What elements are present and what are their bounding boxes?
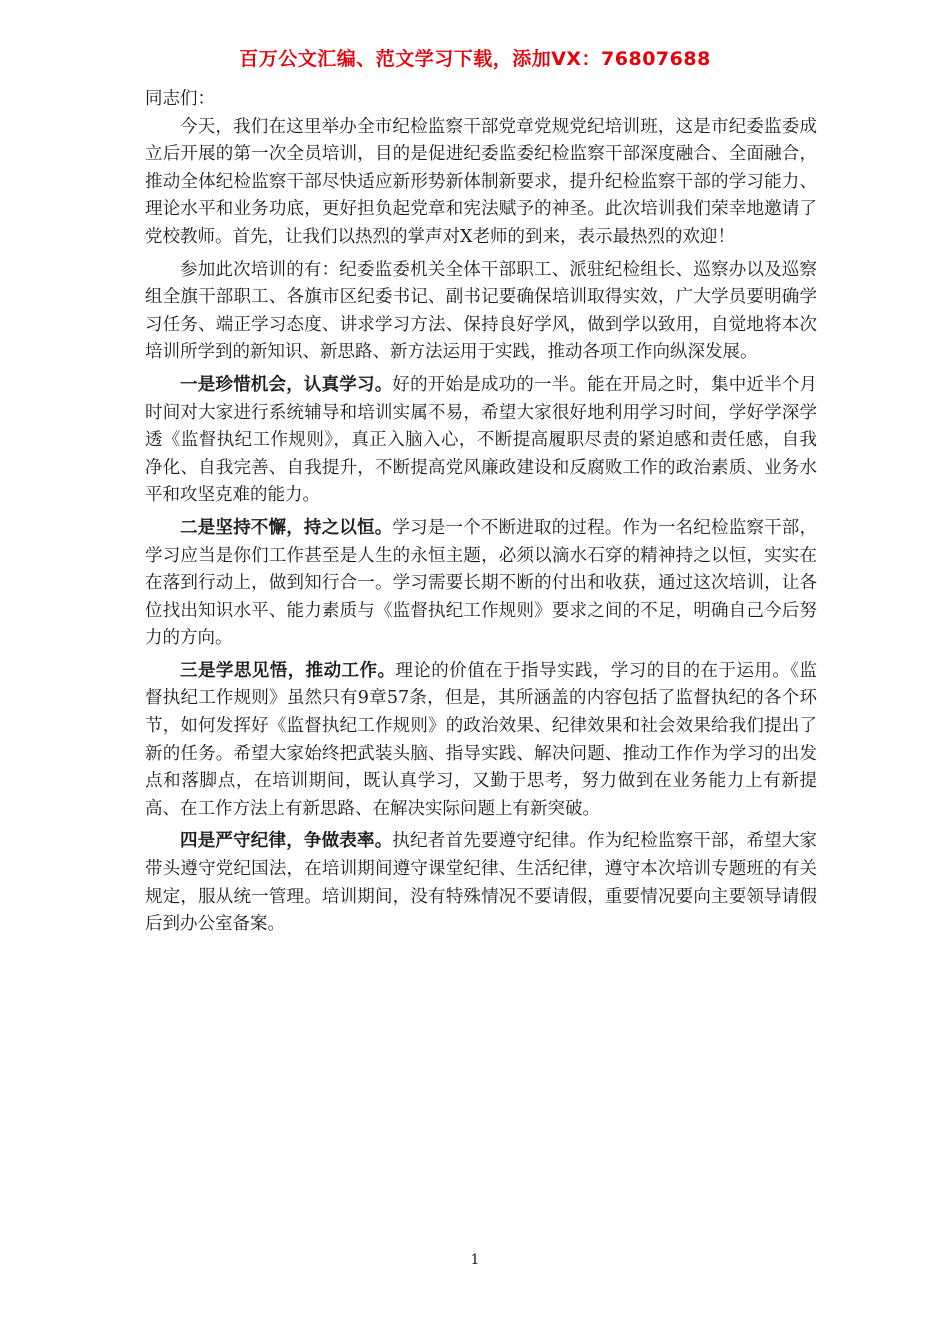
- header-banner: 百万公文汇编、范文学习下载，添加VX：76807688: [239, 48, 711, 70]
- paragraph-point-three: [145, 658, 817, 824]
- page-number: 1: [470, 1252, 480, 1268]
- paragraph-text: 好的开始是成功的一半。能在开局之时，集中近半个月时间对大家进行系统辅导和培训实属不易，希望大家很好地利用学习时间，学好学深学透《监督执纪工作规则》，真正入脑入心，不断提高履职尽责的紧迫感和责任感，自我净化、自我完善、自我提升，不断提高党风廉政建设和反腐败工作的政治素质、业务水平和攻坚克难的能力。: [145, 374, 818, 506]
- paragraph-text: 参加此次培训的有：纪委监委机关全体干部职工、派驻纪检组长、巡察办以及巡察组全旗干部职工、各旗市区纪委书记、副书记要确保培训取得实效，广大学员要明确学习任务、端正学习态度、讲求学习方法、保持良好学风，做到学以致用，自觉地将本次培训所学到的新知识、新思路、新方法运用于实践，推动各项工作向纵深发展。: [145, 259, 817, 363]
- paragraph-lead: 二是坚持不懈，持之以恒。: [180, 517, 393, 538]
- paragraph-lead: 一是珍惜机会，认真学习。: [180, 374, 393, 395]
- paragraph-point-one: [145, 372, 817, 510]
- paragraph-point-two: [145, 515, 817, 653]
- paragraph-text: 学习是一个不断进取的过程。作为一名纪检监察干部，学习应当是你们工作甚至是人生的永恒主题，必须以滴水石穿的精神持之以恒，实实在在落到行动上，做到知行合一。学习需要长期不断的付出和收获，通过这次培训，让各位找出知识水平、能力素质与《监督执纪工作规则》要求之间的不足，明确自己今后努力的方向。: [145, 517, 818, 649]
- paragraph-opening: [145, 114, 817, 252]
- salutation: 同志们：: [145, 89, 215, 109]
- paragraph-text: 理论的价值在于指导实践，学习的目的在于运用。《监督执纪工作规则》虽然只有9章57条，但是，其所涵盖的内容包括了监督执纪的各个环节，如何发挥好《监督执纪工作规则》的政治效果、纪律效果和社会效果给我们提出了新的任务。希望大家始终把武装头脑、指导实践、解决问题、推动工作作为学习的出发点和落脚点，在培训期间，既认真学习，又勤于思考，努力做到在业务能力上有新提高、在工作方法上有新思路、在解决实际问题上有新突破。: [145, 660, 818, 819]
- paragraph-lead: 三是学思见悟，推动工作。: [180, 660, 396, 681]
- paragraph-text: 今天，我们在这里举办全市纪检监察干部党章党规党纪培训班，这是市纪委监委成立后开展的第一次全员培训，目的是促进纪委监委纪检监察干部深度融合、全面融合，推动全体纪检监察干部尽快适应新形势新体制新要求，提升纪检监察干部的学习能力、理论水平和业务功底，更好担负起党章和宪法赋予的神圣。此次培训我们荣幸地邀请了党校教师。首先，让我们以热烈的掌声对X老师的到来，表示最热烈的欢迎！: [145, 116, 817, 247]
- paragraph-lead: 四是严守纪律，争做表率。: [180, 831, 393, 852]
- paragraph-participants: [145, 257, 817, 367]
- paragraph-text: 执纪者首先要遵守纪律。作为纪检监察干部，希望大家带头遵守党纪国法，在培训期间遵守课堂纪律、生活纪律，遵守本次培训专题班的有关规定，服从统一管理。培训期间，没有特殊情况不要请假，重要情况要向主要领导请假后到办公室备案。: [145, 831, 818, 935]
- paragraph-point-four: [145, 828, 817, 938]
- document-body: [145, 86, 817, 944]
